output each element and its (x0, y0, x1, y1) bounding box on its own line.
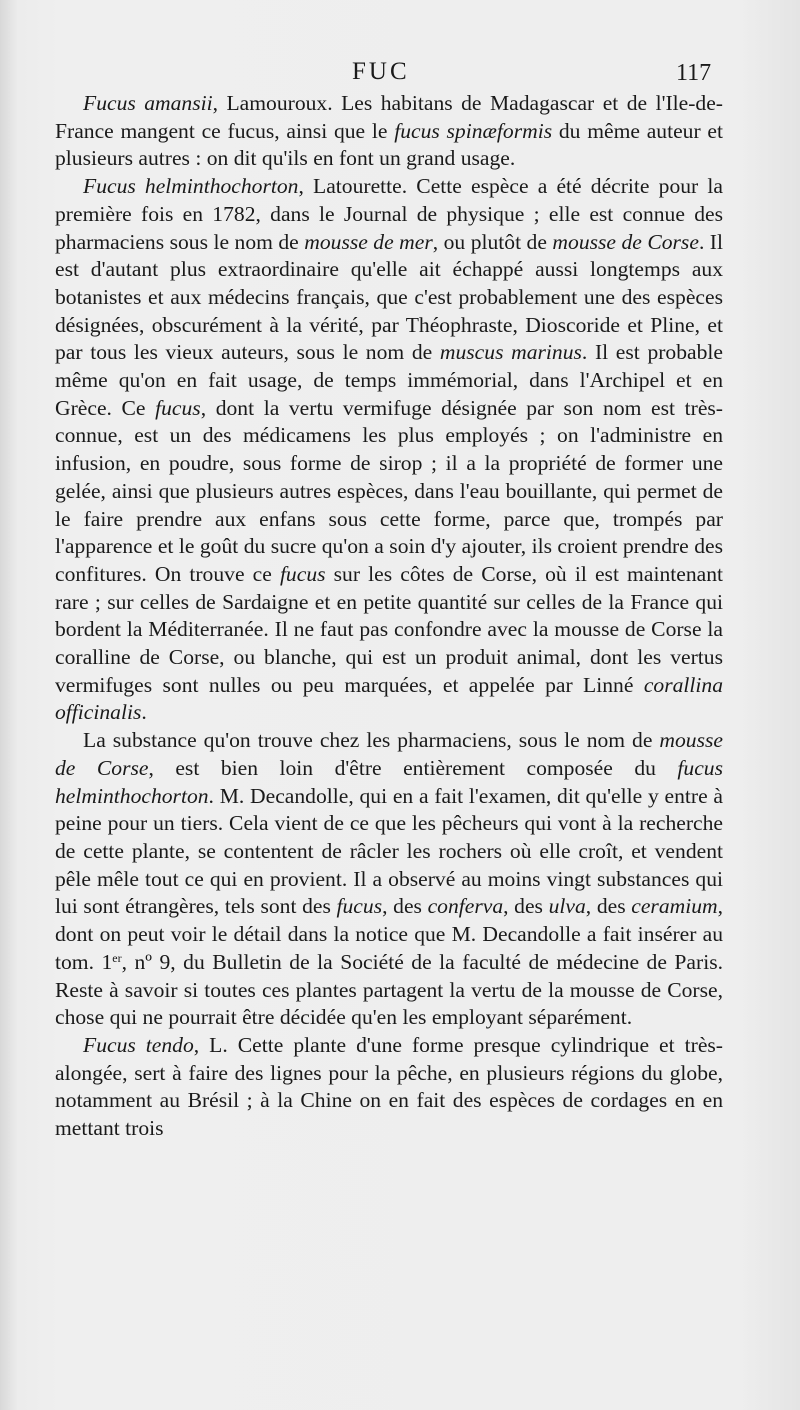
italic-term: fucus (336, 894, 383, 919)
italic-term: corallina officinalis (55, 672, 723, 725)
italic-term: fucus (279, 561, 326, 586)
italic-term: ulva (548, 894, 586, 919)
text-run: . (141, 700, 147, 725)
text-run: du même auteur et plusieurs autres : on dit qu'ils en font un grand usage. (55, 118, 723, 171)
page-header (0, 58, 800, 92)
paragraph (55, 1032, 723, 1143)
italic-term: fucus (155, 395, 201, 420)
text-run: , L. Cette plante d'une forme presque cylindrique et très-alongée, sert à faire des lignes pour la pêche, en plusieurs régions du globe, notamment au Brésil ; à la Chine on en fait des espèces de cordages en en mettant trois (55, 1032, 724, 1141)
italic-term: mousse de Corse (552, 229, 699, 254)
italic-term: fucus spinæformis (394, 118, 553, 143)
text-run: , dont on peut voir le détail dans la notice que M. Decandolle a fait insérer au tom. 1 (55, 894, 724, 974)
italic-term: Fucus tendo (83, 1032, 194, 1057)
running-head: FUC (352, 58, 410, 85)
text-run: . Il est probable même qu'on en fait usage, de temps immémorial, dans l'Archipel et en Grèce. Ce (55, 340, 723, 420)
italic-term: fucus helminthochorton (55, 755, 724, 808)
italic-term: mousse de mer (304, 229, 433, 254)
text-run: , dont la vertu vermifuge désignée par son nom est très-connue, est un des médicamens les plus employés ; on l'administre en infusion, en poudre, sous forme de sirop ; il a la propriété de former une gelée, ainsi que plusieurs autres espèces, dans l'eau bouillante, qui permet de le faire prendre aux enfans sous cette forme, parce que, trompés par l'apparence et le goût du sucre qu'on a soin d'y ajouter, ils croient prendre des confitures. On trouve ce (55, 395, 723, 586)
text-run: , ou plutôt de (432, 229, 553, 254)
paragraph (55, 90, 723, 173)
paragraph (55, 727, 723, 1032)
superscript: er (112, 950, 122, 965)
text-run: sur les côtes de Corse, où il est maintenant rare ; sur celles de Sardaigne et en petite quantité sur celles de la France qui bordent la Méditerranée. Il ne faut pas confondre avec la mousse de Corse la coralline de Corse, ou blanche, qui est un produit animal, dont les vertus vermifuges sont nulles ou peu marquées, et appelée par Linné (55, 561, 723, 697)
italic-term: muscus marinus (439, 340, 582, 365)
text-run: , nº 9, du Bulletin de la Société de la faculté de médecine de Paris. Reste à savoir si toutes ces plantes partagent la vertu de la mousse de Corse, chose qui ne pourrait être décidée qu'en les employant séparément. (55, 949, 724, 1030)
text-run: La substance qu'on trouve chez les pharmaciens, sous le nom de (83, 728, 660, 753)
text-run: . M. Decandolle, qui en a fait l'examen, dit qu'elle y entre à peine pour un tiers. Cela vient de ce que les pêcheurs qui vont à la recherche de cette plante, se contentent de râcler les rochers où elle croît, et vendent pêle mêle tout ce qui en provient. Il a observé au moins vingt substances qui lui sont étrangères, tels sont des (55, 783, 723, 919)
italic-term: ceramium (631, 894, 718, 919)
italic-term: mousse de Corse (55, 728, 723, 780)
text-run: , Lamouroux. Les habitans de Madagascar et de l'Ile-de-France mangent ce fucus, ainsi que le (55, 91, 723, 143)
text-run: . Il est d'autant plus extraordinaire qu'elle ait échappé aussi longtemps aux botanistes et aux médecins français, que c'est probablement une des espèces désignées, obscurément à la vérité, par Théophraste, Dioscoride et Pline, et par tous les vieux auteurs, sous le nom de (55, 229, 724, 365)
text-run: , des (503, 894, 549, 919)
text-run: , des (585, 894, 632, 919)
italic-term: conferva (427, 894, 504, 919)
italic-term: Fucus amansii (83, 91, 213, 115)
body-text (55, 90, 723, 1143)
text-run: , Latourette. Cette espèce a été décrite pour la première fois en 1782, dans le Journal de physique ; elle est connue des pharmaciens sous le nom de (55, 174, 723, 254)
paragraph (55, 173, 723, 727)
text-run: , des (382, 894, 428, 919)
text-run: , est bien loin d'être entièrement composée du (148, 755, 678, 780)
page-number: 117 (676, 60, 712, 86)
italic-term: Fucus helminthochorton (83, 174, 299, 199)
